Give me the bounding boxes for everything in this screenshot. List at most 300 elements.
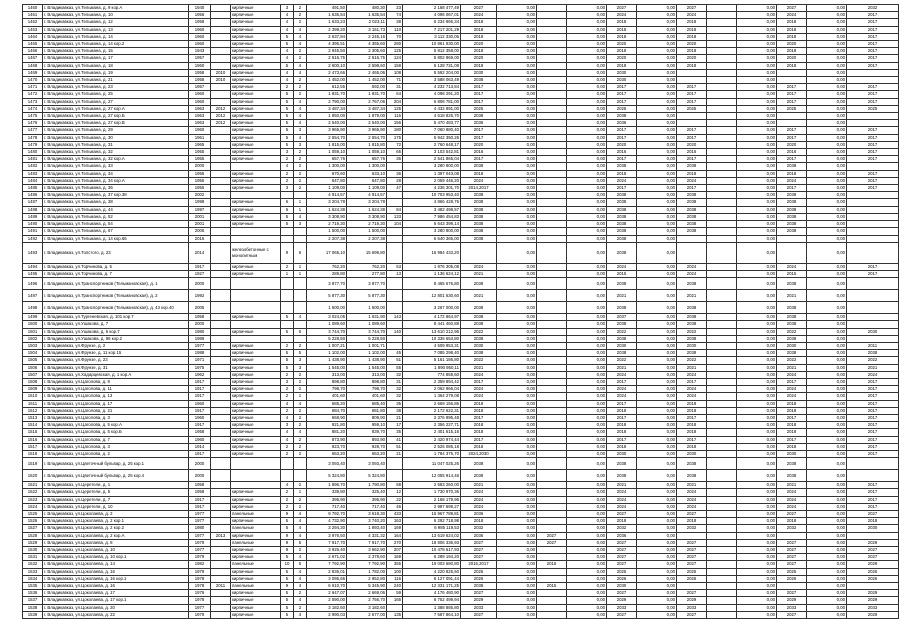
table-cell: 2012 <box>211 105 231 112</box>
table-cell: 0,00 <box>737 503 777 510</box>
table-cell <box>677 235 707 242</box>
table-row <box>23 314 899 321</box>
table-cell: 0,00 <box>497 156 537 163</box>
table-cell: 0,00 <box>637 539 677 546</box>
table-cell: 2 023,11 <box>347 19 387 26</box>
table-cell: 670,60 <box>307 170 347 177</box>
table-cell: 0,00 <box>567 518 607 525</box>
table-cell <box>387 228 403 235</box>
table-cell: 2025 <box>847 105 899 112</box>
table-cell: 0,00 <box>567 386 607 393</box>
table-cell: панельные <box>231 539 281 546</box>
table-cell: 5 <box>281 91 294 98</box>
table-cell: кирпичные <box>231 77 281 84</box>
table-cell: 0,00 <box>637 321 677 328</box>
table-row <box>23 525 899 532</box>
table-cell: 0,00 <box>497 228 537 235</box>
table-cell: 2025 <box>847 568 899 575</box>
table-cell: 2020 <box>607 55 637 62</box>
table-cell: 2030 <box>777 450 807 457</box>
table-cell: 4 096 067,01 <box>403 12 461 19</box>
table-cell: 2024 <box>461 393 497 400</box>
table-cell: г. Владикавказ, ул.Тельмана, д. 32 кор.А <box>43 156 189 163</box>
table-cell: 0,00 <box>567 12 607 19</box>
table-cell: железобетонные с монолитным <box>231 242 281 263</box>
table-cell: 2038 <box>461 278 497 290</box>
table-cell: 2 554,70 <box>307 134 347 141</box>
table-cell: 4 <box>294 213 307 220</box>
table-cell: 0,00 <box>567 314 607 321</box>
table-cell: 2017 <box>777 185 807 192</box>
table-cell: 0,00 <box>637 62 677 69</box>
table-row <box>23 611 899 618</box>
table-cell: 2017 <box>777 91 807 98</box>
table-cell: 2 719,30 <box>307 221 347 228</box>
table-cell: г. Владикавказ, ул.Тельмана, д. 21 <box>43 77 189 84</box>
table-cell: 4 <box>294 98 307 105</box>
table-cell: 2018 <box>607 19 637 26</box>
table-cell: 5 <box>281 518 294 525</box>
table-cell: г. Владикавказ, ул.Цоколаева, д. 16 <box>43 568 189 575</box>
table-cell: 2020 <box>777 41 807 48</box>
table-cell: 204 <box>387 98 403 105</box>
table-cell: кирпичные <box>231 26 281 33</box>
table-row <box>23 450 899 457</box>
table-cell: 11 047 025,26 <box>403 458 461 470</box>
table-cell: 2 590,00 <box>307 597 347 604</box>
housing-register-table <box>22 4 899 619</box>
table-cell: 2017 <box>847 156 899 163</box>
table-cell: 15 699,80 <box>347 242 387 263</box>
table-cell: 0,00 <box>497 561 537 568</box>
table-cell: 2 <box>281 156 294 163</box>
table-cell: 2 <box>294 177 307 184</box>
table-cell: 2018 <box>461 170 497 177</box>
table-cell: 2017 <box>847 496 899 503</box>
table-cell <box>231 335 281 342</box>
table-cell: кирпичные <box>231 149 281 156</box>
table-cell: 1482 <box>23 163 43 170</box>
table-cell: 1518 <box>23 450 43 457</box>
table-row <box>23 583 899 590</box>
table-cell: 2027 <box>607 561 637 568</box>
table-cell: 0,00 <box>807 342 847 349</box>
table-cell: 2027 <box>537 539 567 546</box>
table-cell: 339,80 <box>307 489 347 496</box>
table-cell: 4 <box>281 12 294 19</box>
table-cell: 1955 <box>189 156 211 163</box>
table-cell: 0,00 <box>807 547 847 554</box>
table-cell: 0,00 <box>567 568 607 575</box>
table-cell: 959,10 <box>347 422 387 429</box>
table-cell: 0,00 <box>807 5 847 12</box>
table-cell: 2038 <box>461 77 497 84</box>
table-cell: 1476 <box>23 120 43 127</box>
table-cell: 2018 <box>461 518 497 525</box>
table-cell: 2018 <box>607 33 637 40</box>
table-cell: 0,00 <box>497 371 537 378</box>
table-row <box>23 470 899 482</box>
table-cell: 0,00 <box>637 221 677 228</box>
table-cell: 53 <box>387 263 403 270</box>
table-cell: 0,00 <box>807 84 847 91</box>
table-cell: 2 245,16 <box>347 33 387 40</box>
table-cell: 2016 <box>607 149 637 156</box>
table-cell: 2029 <box>607 597 637 604</box>
table-cell <box>537 290 567 302</box>
table-cell: 2017 <box>847 127 899 134</box>
table-cell: 1 <box>294 263 307 270</box>
table-cell: 2018 <box>607 443 637 450</box>
table-cell <box>537 26 567 33</box>
table-cell <box>537 105 567 112</box>
table-cell: 2017 <box>847 55 899 62</box>
table-row <box>23 213 899 220</box>
table-cell: 0,00 <box>737 213 777 220</box>
table-cell: 0,00 <box>497 450 537 457</box>
table-cell: 59 <box>387 590 403 597</box>
table-cell: 2017 <box>607 185 637 192</box>
table-cell: 873,90 <box>307 436 347 443</box>
table-cell: 2038 <box>461 335 497 342</box>
table-cell: 2018 <box>607 48 637 55</box>
table-cell: кирпичные <box>231 33 281 40</box>
table-cell: кирпичные <box>231 177 281 184</box>
table-cell: 2037 <box>607 314 637 321</box>
table-cell <box>211 314 231 321</box>
table-cell: г. Владикавказ, ул.Транспортников (Тельмановская), д. 43 кор.40 <box>43 302 189 314</box>
table-cell: 0,00 <box>567 489 607 496</box>
table-cell <box>707 185 737 192</box>
table-cell: 1 109,00 <box>307 185 347 192</box>
table-cell: 0,00 <box>497 12 537 19</box>
table-cell: 1490 <box>23 221 43 228</box>
table-cell: 2018 <box>677 422 707 429</box>
table-cell <box>211 163 231 170</box>
table-cell <box>211 561 231 568</box>
table-cell: 2 <box>294 378 307 385</box>
table-cell: 22 <box>387 496 403 503</box>
table-cell: 0,00 <box>497 393 537 400</box>
table-cell <box>231 278 281 290</box>
table-cell: 3 280 800,00 <box>403 163 461 170</box>
table-cell: 2018 <box>677 400 707 407</box>
table-cell: 5 <box>281 33 294 40</box>
table-cell: 0,00 <box>807 321 847 328</box>
table-cell: 4 <box>281 26 294 33</box>
table-cell: 0,00 <box>807 177 847 184</box>
table-cell: 0,00 <box>807 364 847 371</box>
table-cell: 1 896,70 <box>307 482 347 489</box>
table-cell: 0,00 <box>497 206 537 213</box>
table-cell: 5 812 358,00 <box>403 48 461 55</box>
table-cell: 2 540,00 <box>347 120 387 127</box>
table-cell: 2027 <box>461 611 497 618</box>
table-cell: 0,00 <box>637 335 677 342</box>
table-cell: 0,00 <box>737 113 777 120</box>
table-cell: 0,00 <box>807 422 847 429</box>
table-cell: 0,00 <box>637 450 677 457</box>
table-cell <box>707 228 737 235</box>
table-cell: 2017 <box>847 141 899 148</box>
table-cell: 0,00 <box>737 235 777 242</box>
table-cell: 1958 <box>189 69 211 76</box>
table-cell <box>537 163 567 170</box>
table-cell: 3 <box>281 185 294 192</box>
table-cell: 2017 <box>847 450 899 457</box>
table-row <box>23 199 899 206</box>
table-cell: 2 790,00 <box>307 98 347 105</box>
table-row <box>23 386 899 393</box>
table-cell: 2038 <box>777 199 807 206</box>
table-cell: 3 618,30 <box>347 510 387 517</box>
table-cell: 1 <box>294 199 307 206</box>
table-cell: 2038 <box>777 321 807 328</box>
table-cell: 1 <box>281 270 294 277</box>
table-cell <box>847 120 899 127</box>
table-cell: 0,00 <box>637 575 677 582</box>
table-cell: 2017 <box>847 443 899 450</box>
table-cell <box>211 364 231 371</box>
table-cell: 2017 <box>777 156 807 163</box>
table-cell: 2 <box>294 77 307 84</box>
table-cell: 23 <box>387 5 403 12</box>
table-cell: 2029 <box>777 597 807 604</box>
table-cell: 0,00 <box>637 177 677 184</box>
table-cell: 0,00 <box>737 185 777 192</box>
table-cell <box>707 400 737 407</box>
table-cell: 2018 <box>777 443 807 450</box>
table-cell: 762,20 <box>347 263 387 270</box>
table-cell: 0,00 <box>737 371 777 378</box>
table-cell: 2 <box>281 342 294 349</box>
table-cell: 1979 <box>189 568 211 575</box>
table-cell: 4 <box>294 400 307 407</box>
table-cell: 1524 <box>23 503 43 510</box>
table-row <box>23 458 899 470</box>
table-cell: 0,00 <box>637 127 677 134</box>
table-cell: 1489 <box>23 213 43 220</box>
table-cell: 0,00 <box>637 458 677 470</box>
table-cell: 0,00 <box>737 206 777 213</box>
table-cell: 2032 <box>607 525 637 532</box>
table-cell <box>707 221 737 228</box>
table-cell: 2017 <box>847 12 899 19</box>
table-cell: 2017 <box>847 270 899 277</box>
table-cell: 12 <box>387 489 403 496</box>
table-cell: 0,00 <box>807 561 847 568</box>
table-cell: 4 <box>294 69 307 76</box>
table-cell: 1492 <box>23 235 43 242</box>
table-cell: 2013 <box>211 532 231 539</box>
table-row <box>23 91 899 98</box>
table-cell: 0,00 <box>567 583 607 590</box>
table-cell <box>707 113 737 120</box>
table-cell: 2024 <box>777 393 807 400</box>
table-cell: 1480 <box>23 149 43 156</box>
table-cell: 2 <box>294 604 307 611</box>
table-cell: 2 <box>281 443 294 450</box>
table-cell: 1977 <box>189 532 211 539</box>
table-cell <box>707 33 737 40</box>
table-cell: 0,00 <box>497 568 537 575</box>
table-cell: г. Владикавказ, ул.Цоколаева, д. 16 кор.1 <box>43 575 189 582</box>
table-cell: 0,00 <box>737 55 777 62</box>
table-cell: 1531 <box>23 554 43 561</box>
table-cell: 156 <box>387 120 403 127</box>
table-cell: 2 541 865,04 <box>403 156 461 163</box>
table-cell: 2036 <box>607 120 637 127</box>
table-cell: кирпичные <box>231 113 281 120</box>
table-cell: 395,90 <box>347 496 387 503</box>
table-cell: 2024 <box>677 270 707 277</box>
table-cell: 1 089,60 <box>307 321 347 328</box>
table-cell <box>707 69 737 76</box>
table-cell: 0,00 <box>567 26 607 33</box>
table-cell <box>211 482 231 489</box>
table-cell: 0,00 <box>807 314 847 321</box>
table-cell: 0,00 <box>567 62 607 69</box>
table-cell: 1536 <box>23 590 43 597</box>
table-cell: 2038 <box>461 235 497 242</box>
table-cell: 0,00 <box>497 335 537 342</box>
table-cell: 0,00 <box>567 263 607 270</box>
table-cell <box>211 98 231 105</box>
table-cell: 5 <box>281 105 294 112</box>
table-cell <box>211 407 231 414</box>
table-cell: 0,00 <box>807 134 847 141</box>
table-cell: г. Владикавказ, ул.Цаголова, д. 3 <box>43 414 189 421</box>
table-cell: 1516 <box>23 436 43 443</box>
table-cell <box>707 436 737 443</box>
table-cell: 0,00 <box>637 12 677 19</box>
table-cell: 6 128 731,08 <box>403 62 461 69</box>
table-cell: 2029 <box>847 611 899 618</box>
table-cell: 2021 <box>777 482 807 489</box>
table-cell: 9 792,70 <box>307 510 347 517</box>
table-cell: 2029 <box>461 597 497 604</box>
table-row <box>23 518 899 525</box>
table-cell: 2018 <box>847 518 899 525</box>
table-cell <box>537 213 567 220</box>
table-cell: 1 500,00 <box>307 228 347 235</box>
table-cell: 2024 <box>777 386 807 393</box>
table-cell: 0,00 <box>567 407 607 414</box>
table-cell: г. Владикавказ, ул.Цаголова, д. 7 <box>43 436 189 443</box>
table-cell: кирпичные <box>231 503 281 510</box>
table-cell: 1533 <box>23 568 43 575</box>
table-cell: 2 952,80 <box>347 575 387 582</box>
table-cell: 2027 <box>607 554 637 561</box>
table-cell: 0,00 <box>807 228 847 235</box>
table-cell: 2038 <box>777 350 807 357</box>
table-cell <box>211 134 231 141</box>
table-cell: 1 <box>294 206 307 213</box>
table-cell: 2027 <box>777 554 807 561</box>
table-cell: 491,50 <box>307 5 347 12</box>
table-cell: 0,00 <box>567 302 607 314</box>
table-cell: 2 516,75 <box>307 55 347 62</box>
table-cell: 762,20 <box>307 263 347 270</box>
table-cell: 2021 <box>607 482 637 489</box>
table-cell: г. Владикавказ, ул.Церетели, д. 10 <box>43 503 189 510</box>
table-cell <box>537 221 567 228</box>
table-cell: 2027 <box>461 539 497 546</box>
table-cell: 13 610 212,96 <box>403 328 461 335</box>
table-row <box>23 335 899 342</box>
table-row <box>23 539 899 546</box>
table-cell: 2027 <box>607 611 637 618</box>
table-cell: 6 752 499,94 <box>403 597 461 604</box>
table-cell: 4 <box>281 163 294 170</box>
table-cell: 2 207,38 <box>347 235 387 242</box>
table-cell: 2017 <box>607 84 637 91</box>
table-cell: 124 <box>387 55 403 62</box>
table-cell <box>537 170 567 177</box>
table-cell: 2 767,06 <box>347 98 387 105</box>
table-cell: 2018 <box>777 400 807 407</box>
table-cell: г. Владикавказ, ул.Цаголова, д. 5 кор.А <box>43 422 189 429</box>
table-cell: 0,00 <box>737 33 777 40</box>
table-cell: 1 364 279,08 <box>403 393 461 400</box>
table-row <box>23 414 899 421</box>
table-cell: 0,00 <box>637 611 677 618</box>
table-cell: 0,00 <box>807 213 847 220</box>
table-cell: 0,00 <box>737 314 777 321</box>
table-cell: 12 331 171,25 <box>403 583 461 590</box>
table-cell <box>211 525 231 532</box>
table-cell: 0,00 <box>807 91 847 98</box>
table-cell: 1534 <box>23 575 43 582</box>
table-cell <box>461 242 497 263</box>
table-cell: 3 <box>294 141 307 148</box>
table-cell <box>707 19 737 26</box>
table-cell: 2015 <box>777 270 807 277</box>
table-cell: г. Владикавказ, ул.Тельмана, д. 44 <box>43 206 189 213</box>
table-cell: 921,80 <box>307 422 347 429</box>
table-cell: г. Владикавказ, ул.Цоколаева, д. 10 <box>43 547 189 554</box>
table-cell: 2026 <box>461 575 497 582</box>
table-cell: 0,00 <box>737 328 777 335</box>
table-cell <box>847 192 899 199</box>
table-cell: 0,00 <box>737 242 777 263</box>
table-cell: 2027 <box>777 611 807 618</box>
table-cell: 1961 <box>189 134 211 141</box>
table-cell: 2038 <box>677 206 707 213</box>
table-cell: 2 473,66 <box>307 69 347 76</box>
table-cell: 1481 <box>23 156 43 163</box>
table-cell: 0,00 <box>567 510 607 517</box>
table-cell: 0,00 <box>807 590 847 597</box>
table-cell: 2 <box>294 503 307 510</box>
table-cell: 2017 <box>607 98 637 105</box>
table-row <box>23 98 899 105</box>
table-cell: 1 500,00 <box>347 302 387 314</box>
table-cell: 0,00 <box>637 314 677 321</box>
table-cell: 7 792,90 <box>307 561 347 568</box>
table-cell: 0,00 <box>497 221 537 228</box>
table-row <box>23 568 899 575</box>
table-cell: г. Владикавказ, ул.Тельмана, д. 36 <box>43 185 189 192</box>
table-cell: 1927 <box>189 270 211 277</box>
table-cell: 0,00 <box>807 554 847 561</box>
table-cell: г. Владикавказ, ул.Тельмана, д. 12 <box>43 19 189 26</box>
table-cell <box>847 235 899 242</box>
table-cell <box>707 156 737 163</box>
table-cell: 1977 <box>189 547 211 554</box>
table-cell: 1 790,80 <box>347 482 387 489</box>
table-cell: кирпичные <box>231 371 281 378</box>
